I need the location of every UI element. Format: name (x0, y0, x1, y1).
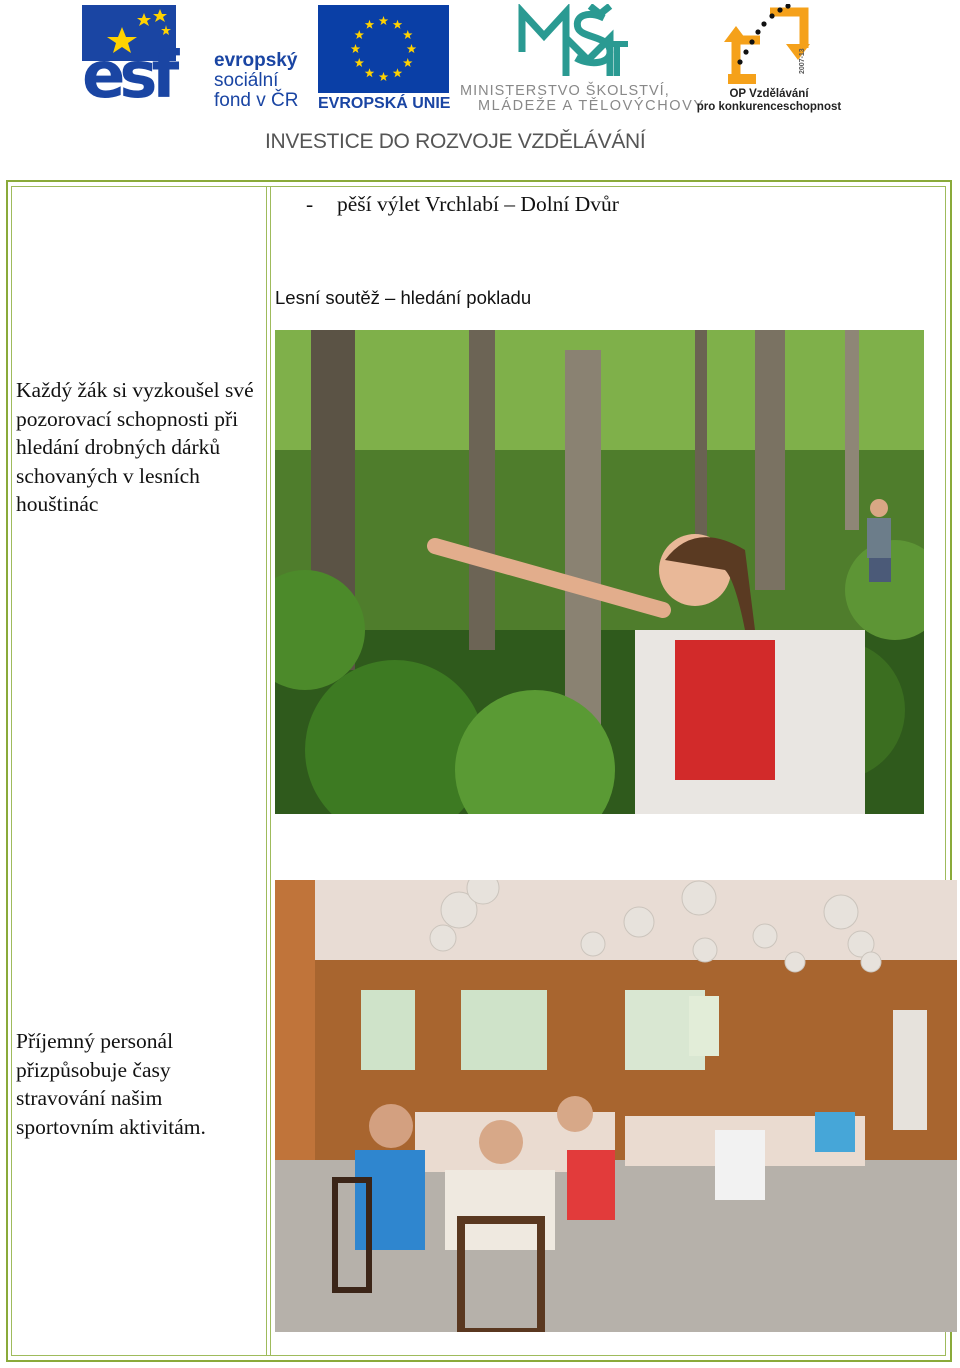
esf-name (214, 51, 298, 111)
excursion-line (306, 192, 619, 217)
op-logo (694, 4, 844, 116)
tagline: INVESTICE DO ROZVOJE VZDĚLÁVÁNÍ (265, 130, 646, 153)
msmt-name (460, 83, 705, 114)
esf-line3: fond v ČR (214, 90, 299, 111)
eu-star-icon (407, 44, 417, 53)
op-name (694, 88, 844, 114)
eu-star-icon (365, 20, 375, 29)
eu-logo (318, 5, 450, 115)
eu-star-icon (393, 68, 403, 77)
eu-star-icon (355, 30, 365, 39)
excursion-title: pěší výlet Vrchlabí – Dolní Dvůr (337, 192, 619, 216)
eu-caption: EVROPSKÁ UNIE (318, 95, 451, 112)
activity-subtitle: Lesní soutěž – hledání pokladu (275, 287, 532, 308)
op-years: 2007-13 (799, 48, 806, 74)
esf-line1: evropský (214, 50, 298, 71)
eu-star-icon (403, 30, 413, 39)
esf-letters: esf (82, 39, 174, 113)
eu-star-icon (365, 68, 375, 77)
eu-star-icon (351, 44, 361, 53)
eu-star-icon (403, 58, 413, 67)
forest-caption: Každý žák si vyzkoušel své pozorovací schopnosti při hledání drobných dárků schovaných v lesních houštinác (16, 378, 254, 516)
dining-photo (275, 880, 957, 1332)
eu-flag-icon (318, 5, 449, 93)
op-line2: pro konkurenceschopnost (696, 101, 842, 113)
eu-star-icon (355, 58, 365, 67)
dining-caption: Příjemný personál přizpůsobuje časy stravování našim sportovním aktivitám. (16, 1029, 206, 1139)
esf-line2: sociální (214, 70, 279, 91)
eu-star-icon (379, 72, 389, 81)
column-divider (266, 186, 271, 1356)
eu-star-icon (379, 16, 389, 25)
op-arrows-icon (724, 4, 810, 86)
msmt-logo (460, 4, 705, 114)
forest-photo (275, 330, 924, 814)
bullet-dash: - (306, 192, 314, 216)
msmt-line2: MLÁDEŽE A TĚLOVÝCHOVY (478, 98, 705, 114)
msmt-mark-icon (516, 4, 630, 80)
eu-star-icon (393, 20, 403, 29)
header-logos (0, 0, 960, 170)
msmt-line1: MINISTERSTVO ŠKOLSTVÍ, (460, 83, 670, 99)
op-line1: OP Vzdělávání (729, 88, 809, 100)
esf-logo (82, 5, 312, 115)
